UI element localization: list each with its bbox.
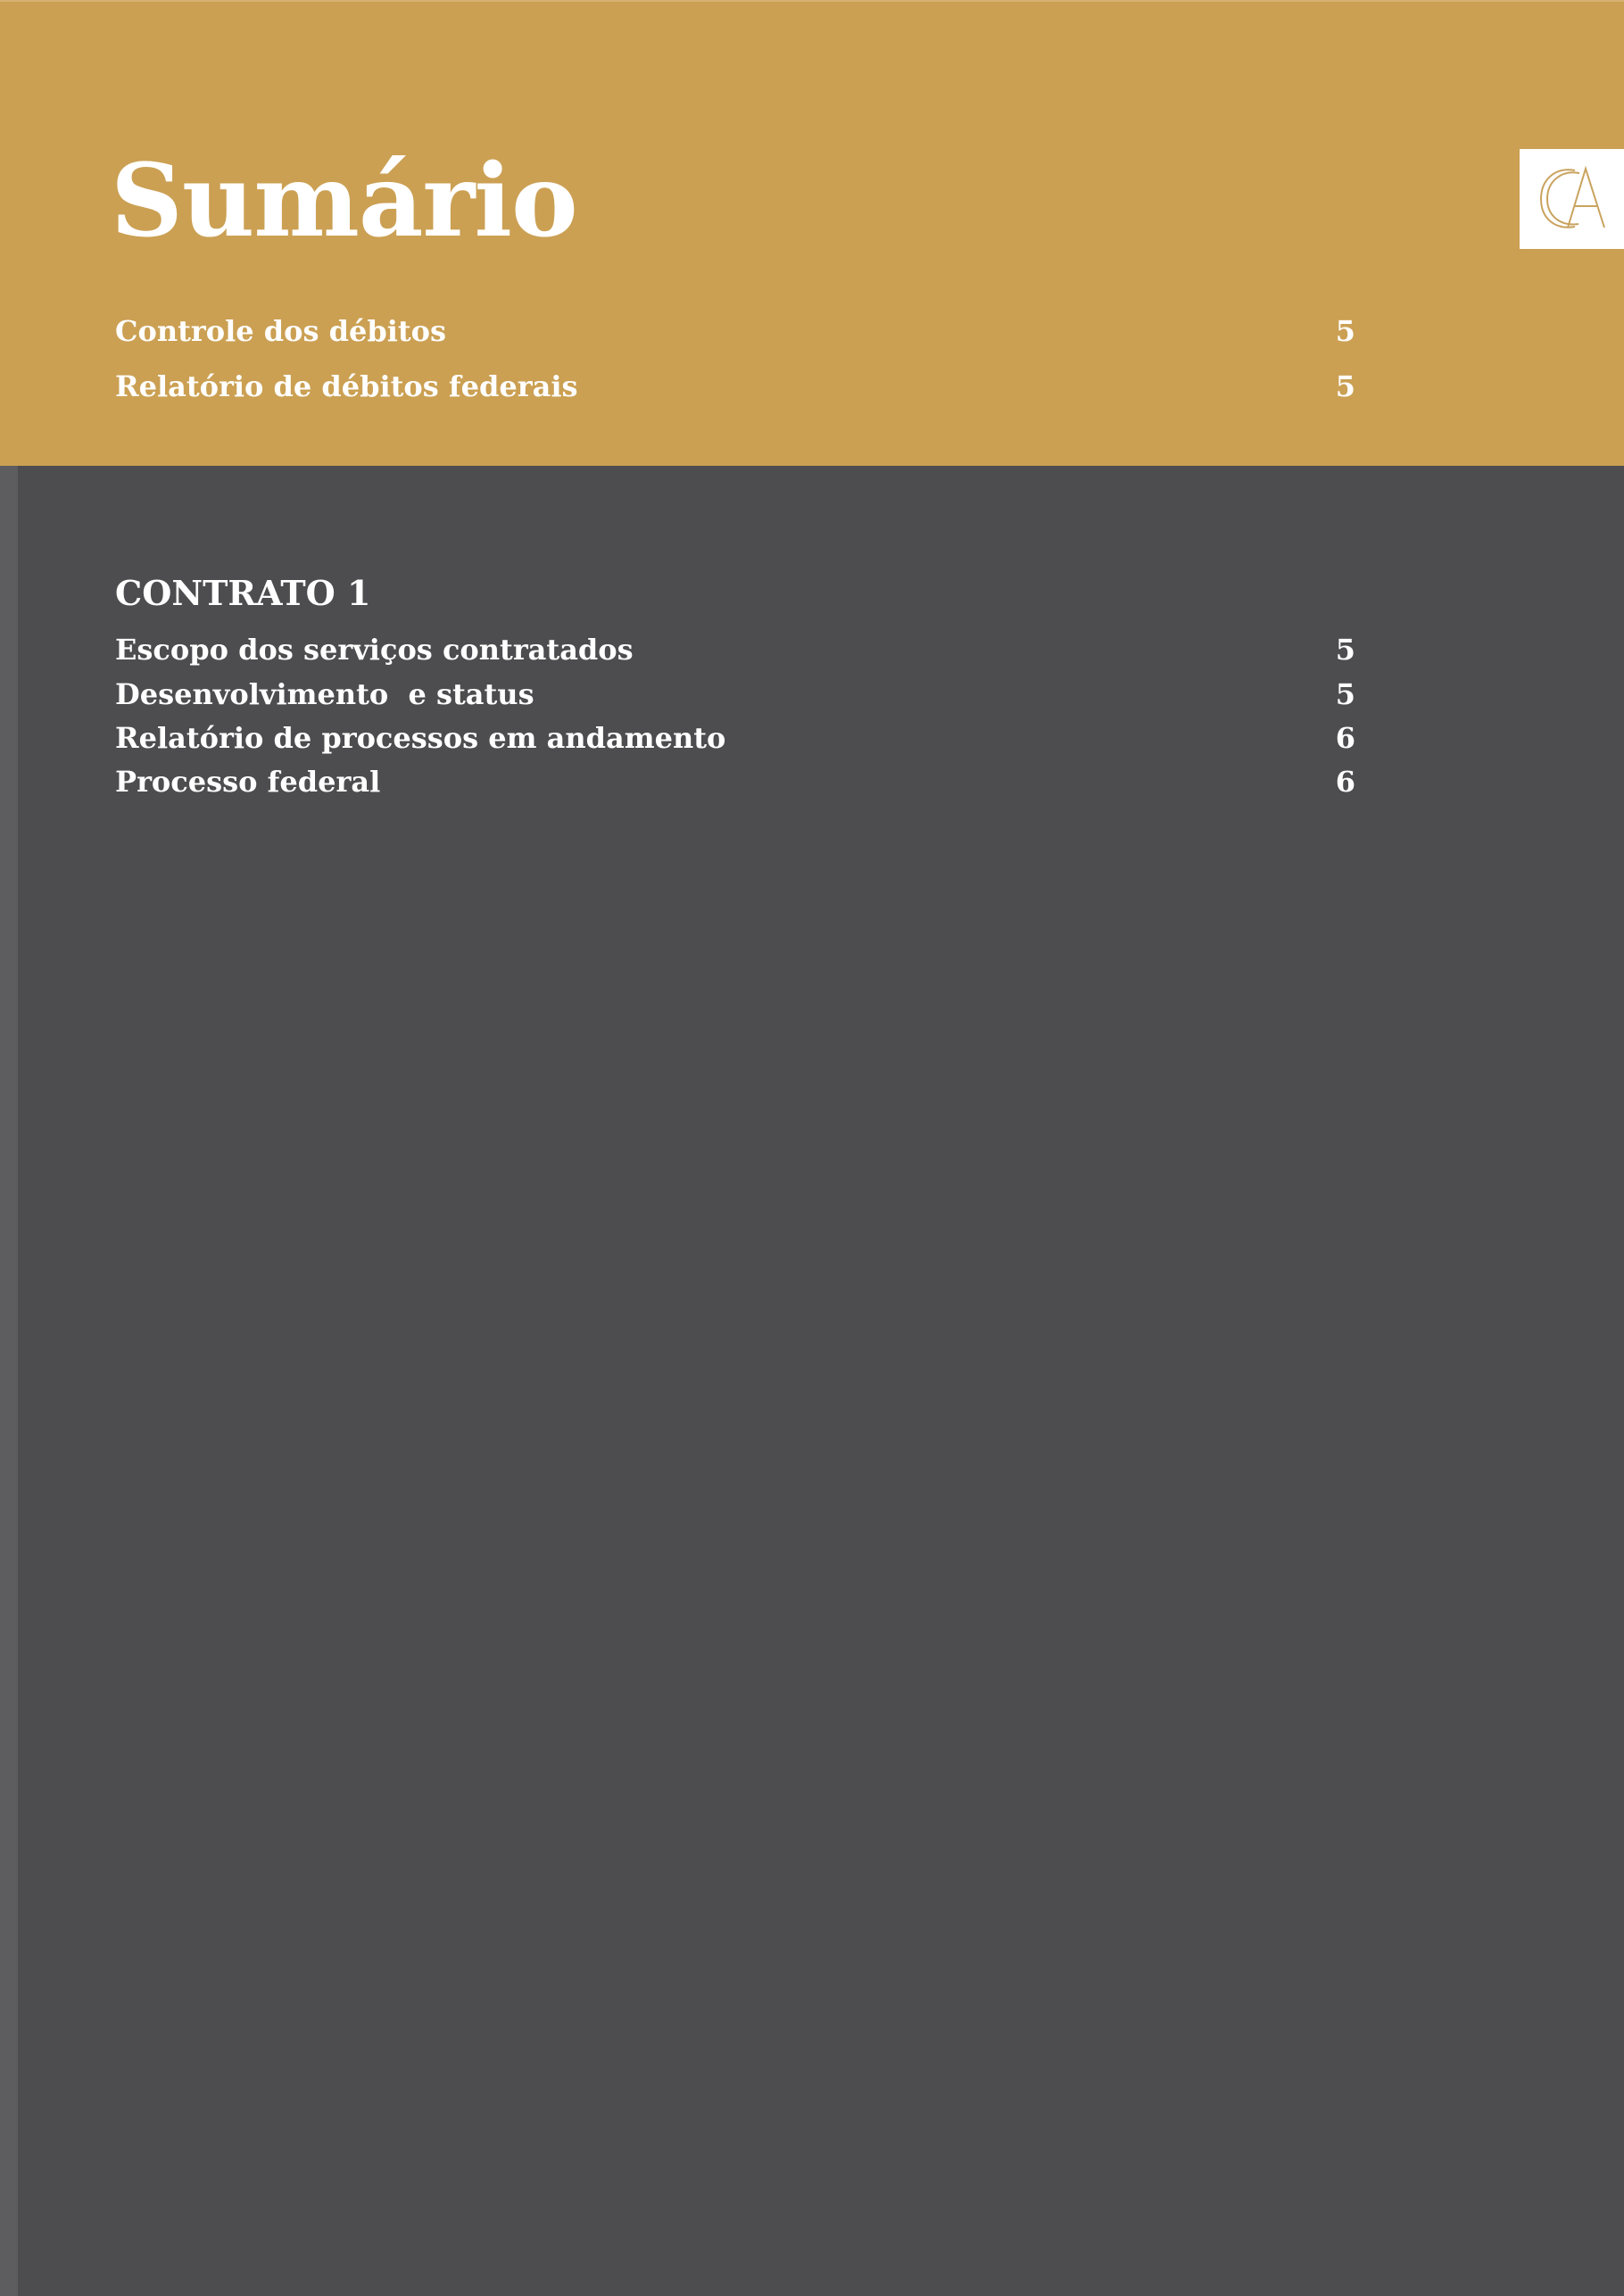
toc-entry-page-number: 5 [1335,677,1355,711]
toc-entry-page-number: 5 [1335,633,1355,667]
ca-monogram-logo-icon [1529,158,1615,240]
toc-entry-label: Processo federal [115,765,381,799]
toc-entry-page-number: 6 [1335,721,1355,755]
toc-entry-label: Controle dos débitos [115,314,446,348]
toc-entry-desenvolvimento-status[interactable] [115,674,1355,715]
toc-entry-page-number: 5 [1335,314,1355,348]
toc-entry-label: Relatório de processos em andamento [115,721,726,755]
left-edge-strip [0,466,18,2296]
logo [1520,149,1624,249]
summary-header [0,0,1624,466]
toc-entry-relatorio-processos[interactable] [115,717,1355,758]
toc-entry-page-number: 6 [1335,765,1355,799]
page-title: Sumário [111,143,577,260]
section-heading: CONTRATO 1 [115,573,371,613]
toc-entry-label: Relatório de débitos federais [115,369,578,403]
toc-entry-label: Desenvolvimento e status [115,677,534,711]
toc-entry-controle-debitos[interactable] [115,311,1355,352]
toc-entry-escopo-servicos[interactable] [115,629,1355,670]
toc-entry-processo-federal[interactable] [115,761,1355,802]
toc-entry-relatorio-debitos-federais[interactable] [115,366,1355,407]
toc-entry-label: Escopo dos serviços contratados [115,633,634,667]
toc-entry-page-number: 5 [1335,369,1355,403]
